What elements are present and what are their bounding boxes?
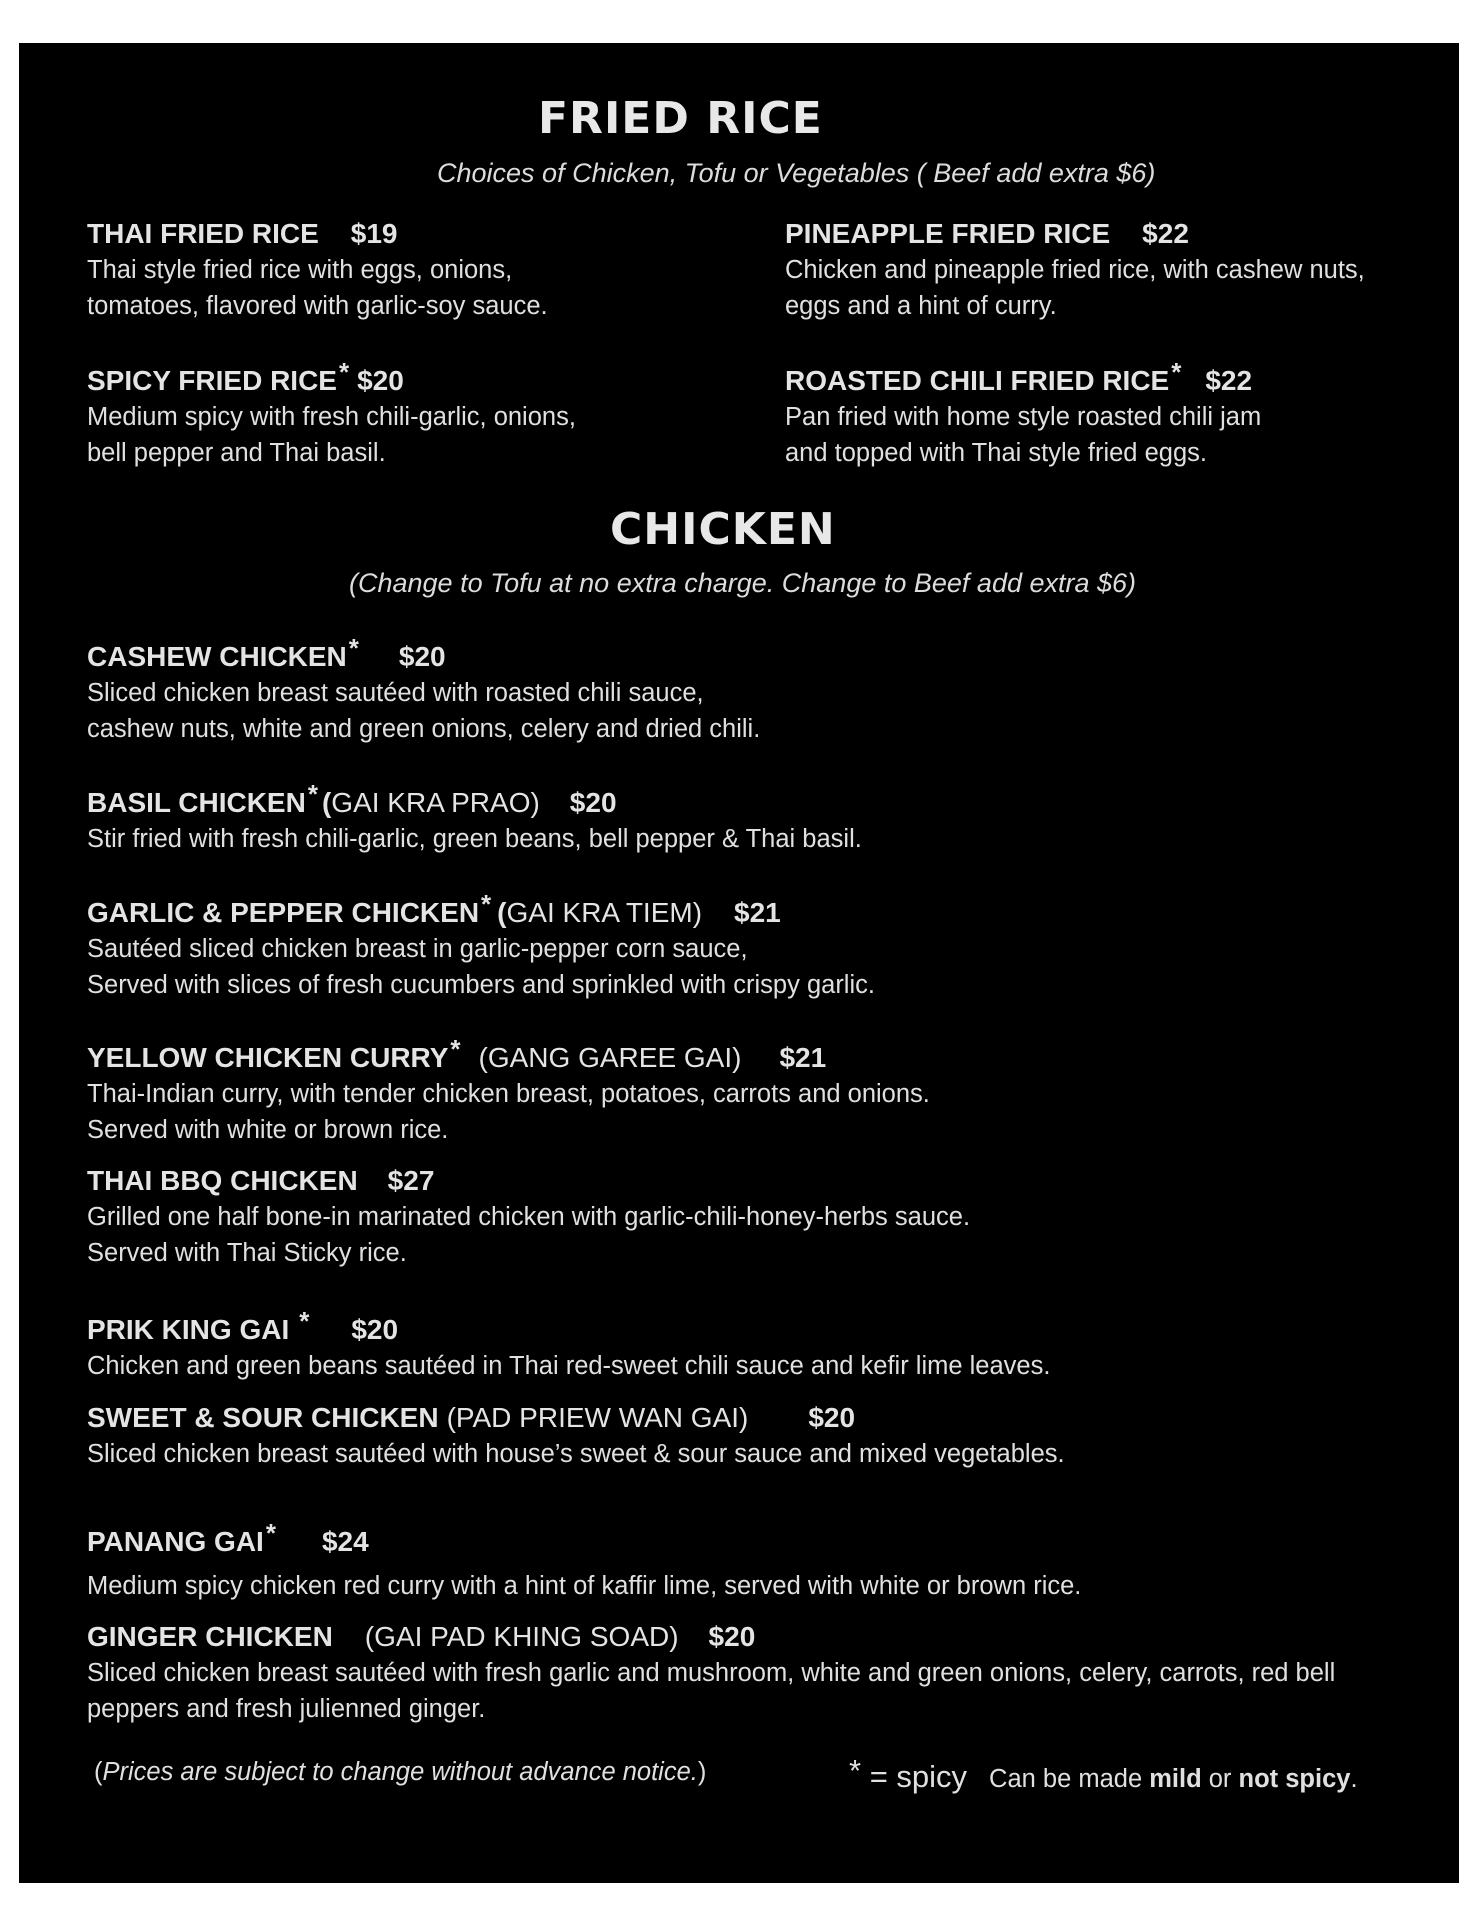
menu-item (87, 1163, 970, 1271)
item-description: tomatoes, flavored with garlic-soy sauce. (87, 292, 548, 320)
item-description: cashew nuts, white and green onions, celery and dried chili. (87, 715, 761, 743)
item-price: $21 (779, 1042, 827, 1073)
item-description: Sautéed sliced chicken breast in garlic-pepper corn sauce, (87, 935, 748, 963)
item-description: Thai style fried rice with eggs, onions, (87, 256, 513, 284)
menu-item (785, 216, 1365, 324)
item-description: bell pepper and Thai basil. (87, 439, 386, 467)
section-title-fried-rice: FRIED RICE (538, 93, 823, 144)
section-subtitle-chicken: (Change to Tofu at no extra charge. Change to Beef add extra $6) (349, 568, 1137, 598)
item-name: SWEET & SOUR CHICKEN (87, 1402, 439, 1433)
section-title-chicken: CHICKEN (610, 504, 836, 555)
item-description: eggs and a hint of curry. (785, 292, 1057, 320)
item-thai-name: (GAI PAD KHING SOAD) (364, 1621, 679, 1652)
notice-paren-close: ) (697, 1758, 707, 1786)
item-thai-name: (GANG GAREE GAI) (478, 1042, 742, 1073)
item-name: GARLIC & PEPPER CHICKEN (87, 897, 480, 928)
menu-page (19, 43, 1459, 1883)
menu-item (87, 1619, 1335, 1727)
spicy-star-icon: * (348, 633, 359, 663)
spicy-star-icon: * (1171, 357, 1182, 387)
menu-item (87, 1515, 1081, 1604)
item-price: $22 (1205, 365, 1253, 396)
item-description: Served with Thai Sticky rice. (87, 1239, 407, 1267)
spicy-star-icon: * (849, 1753, 862, 1788)
item-paren: ( (321, 787, 332, 818)
item-thai-name: GAI KRA PRAO) (331, 787, 540, 818)
item-description: Thai-Indian curry, with tender chicken breast, potatoes, carrots and onions. (87, 1080, 930, 1108)
item-price: $19 (350, 218, 398, 249)
item-paren: ( (497, 897, 507, 928)
item-name: YELLOW CHICKEN CURRY (87, 1042, 449, 1073)
item-name: PRIK KING GAI (87, 1314, 290, 1345)
item-name: CASHEW CHICKEN (87, 641, 347, 672)
item-price: $20 (351, 1314, 399, 1345)
item-price: $20 (708, 1621, 756, 1652)
spicy-star-icon: * (450, 1034, 461, 1064)
item-thai-name: (PAD PRIEW WAN GAI) (446, 1402, 749, 1433)
item-name: THAI FRIED RICE (87, 218, 319, 249)
item-name: GINGER CHICKEN (87, 1621, 333, 1652)
item-description: Sliced chicken breast sautéed with fresh garlic and mushroom, white and green onions, celery, carrots, red bell (87, 1659, 1336, 1687)
item-description: Served with slices of fresh cucumbers and sprinkled with crispy garlic. (87, 971, 875, 999)
legend-or: or (1201, 1765, 1239, 1793)
item-description: Medium spicy chicken red curry with a hint of kaffir lime, served with white or brown rice. (87, 1572, 1082, 1600)
spicy-star-icon: * (307, 779, 318, 809)
item-description: Pan fried with home style roasted chili jam (785, 403, 1262, 431)
item-description: Sliced chicken breast sautéed with house’s sweet & sour sauce and mixed vegetables. (87, 1440, 1065, 1468)
item-price: $20 (357, 365, 404, 396)
menu-item (87, 216, 548, 324)
item-description: Medium spicy with fresh chili-garlic, onions, (87, 403, 576, 431)
legend-not-spicy: not spicy (1238, 1765, 1351, 1793)
menu-item (87, 1303, 1050, 1384)
item-name: SPICY FRIED RICE (87, 365, 337, 396)
item-name: THAI BBQ CHICKEN (87, 1165, 358, 1196)
legend-text: Can be made (989, 1765, 1150, 1793)
menu-item (87, 776, 862, 857)
item-description: Sliced chicken breast sautéed with roasted chili sauce, (87, 679, 704, 707)
spicy-star-icon: * (338, 357, 350, 387)
menu-item (87, 1031, 930, 1148)
item-name: PANANG GAI (87, 1526, 264, 1557)
item-description: Served with white or brown rice. (87, 1116, 449, 1144)
legend-equals-spicy: = spicy (861, 1759, 968, 1794)
spicy-star-icon: * (265, 1518, 276, 1548)
item-description: and topped with Thai style fried eggs. (785, 439, 1207, 467)
menu-item (87, 354, 576, 471)
spicy-star-icon: * (481, 889, 492, 919)
item-price: $22 (1142, 218, 1189, 249)
item-description: peppers and fresh julienned ginger. (87, 1695, 486, 1723)
item-thai-name: GAI KRA TIEM) (506, 897, 703, 928)
legend-mild: mild (1149, 1765, 1202, 1793)
item-name: ROASTED CHILI FRIED RICE (785, 365, 1170, 396)
legend-period: . (1350, 1765, 1358, 1793)
item-price: $20 (808, 1402, 856, 1433)
menu-item (87, 1400, 1065, 1472)
notice-text: Prices are subject to change without advance notice. (102, 1758, 698, 1786)
item-description: Grilled one half bone-in marinated chicken with garlic-chili-honey-herbs sauce. (87, 1203, 971, 1231)
item-price: $21 (734, 897, 781, 928)
item-price: $27 (387, 1165, 435, 1196)
item-price: $24 (321, 1526, 369, 1557)
item-price: $20 (569, 787, 617, 818)
spicy-legend (849, 1753, 1358, 1795)
item-description: Chicken and green beans sautéed in Thai red-sweet chili sauce and kefir lime leaves. (87, 1352, 1051, 1380)
section-subtitle-fried-rice: Choices of Chicken, Tofu or Vegetables ( Beef add extra $6) (437, 158, 1156, 188)
item-price: $20 (398, 641, 446, 672)
menu-item (785, 354, 1261, 471)
spicy-star-icon: * (299, 1306, 310, 1336)
item-description: Chicken and pineapple fried rice, with cashew nuts, (785, 256, 1365, 284)
menu-item (87, 886, 875, 1003)
menu-item (87, 630, 760, 747)
price-notice (94, 1758, 706, 1787)
item-name: PINEAPPLE FRIED RICE (785, 218, 1111, 249)
item-description: Stir fried with fresh chili-garlic, green beans, bell pepper & Thai basil. (87, 825, 862, 853)
item-name: BASIL CHICKEN (87, 787, 306, 818)
notice-paren-open: ( (94, 1758, 103, 1786)
